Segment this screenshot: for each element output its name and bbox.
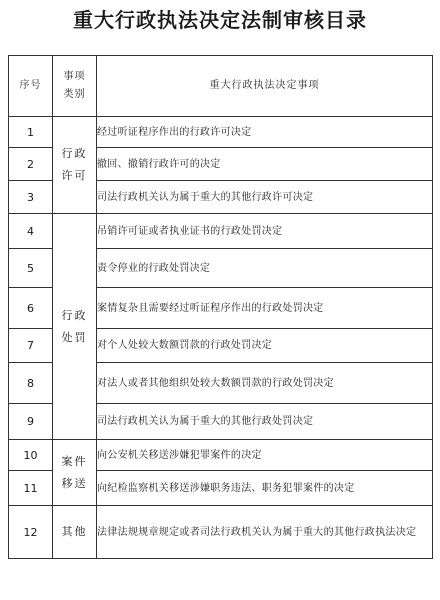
row-seq: 12 xyxy=(9,506,53,559)
row-item: 对个人处较大数额罚款的行政处罚决定 xyxy=(97,329,433,363)
row-item: 司法行政机关认为属于重大的其他行政处罚决定 xyxy=(97,404,433,440)
category-line2: 处罚 xyxy=(61,330,88,344)
row-item: 司法行政机关认为属于重大的其他行政许可决定 xyxy=(97,181,433,214)
header-item: 重大行政执法决定事项 xyxy=(97,56,433,117)
row-seq: 10 xyxy=(9,440,53,471)
row-seq: 1 xyxy=(9,117,53,148)
table-row xyxy=(9,214,433,249)
row-seq: 9 xyxy=(9,404,53,440)
table-row xyxy=(9,506,433,559)
category-line2: 许可 xyxy=(61,169,88,182)
header-seq: 序号 xyxy=(9,56,53,117)
row-item: 向公安机关移送涉嫌犯罪案件的决定 xyxy=(97,440,433,471)
table-row xyxy=(9,440,433,471)
row-item: 对法人或者其他组织处较大数额罚款的行政处罚决定 xyxy=(97,363,433,404)
header-category-line1: 事项 xyxy=(63,71,86,82)
document-title: 重大行政执法决定法制审核目录 xyxy=(73,8,367,32)
table-header-row xyxy=(9,56,433,117)
row-item: 法律法规规章规定或者司法行政机关认为属于重大的其他行政执法决定 xyxy=(97,506,433,559)
category-line2: 移送 xyxy=(61,476,88,490)
review-catalog-table xyxy=(8,55,433,559)
row-item: 向纪检监察机关移送涉嫌职务违法、职务犯罪案件的决定 xyxy=(97,471,433,506)
row-seq: 6 xyxy=(9,288,53,329)
row-seq: 8 xyxy=(9,363,53,404)
row-item: 撤回、撤销行政许可的决定 xyxy=(97,148,433,181)
row-seq: 7 xyxy=(9,329,53,363)
category-cell-license xyxy=(53,117,97,214)
category-cell-penalty xyxy=(53,214,97,440)
category-cell-other xyxy=(53,506,97,559)
row-item: 吊销许可证或者执业证书的行政处罚决定 xyxy=(97,214,433,249)
row-item: 案情复杂且需要经过听证程序作出的行政处罚决定 xyxy=(97,288,433,329)
category-line1: 其他 xyxy=(61,525,88,538)
category-line1: 行政 xyxy=(61,147,88,160)
category-line1: 行政 xyxy=(61,308,88,322)
table-row xyxy=(9,117,433,148)
row-item: 经过听证程序作出的行政许可决定 xyxy=(97,117,433,148)
header-category-line2: 类别 xyxy=(63,89,86,100)
row-item: 责令停业的行政处罚决定 xyxy=(97,249,433,288)
category-cell-transfer xyxy=(53,440,97,506)
row-seq: 4 xyxy=(9,214,53,249)
category-line1: 案件 xyxy=(61,454,88,468)
row-seq: 5 xyxy=(9,249,53,288)
row-seq: 11 xyxy=(9,471,53,506)
header-category xyxy=(53,56,97,117)
row-seq: 3 xyxy=(9,181,53,214)
row-seq: 2 xyxy=(9,148,53,181)
